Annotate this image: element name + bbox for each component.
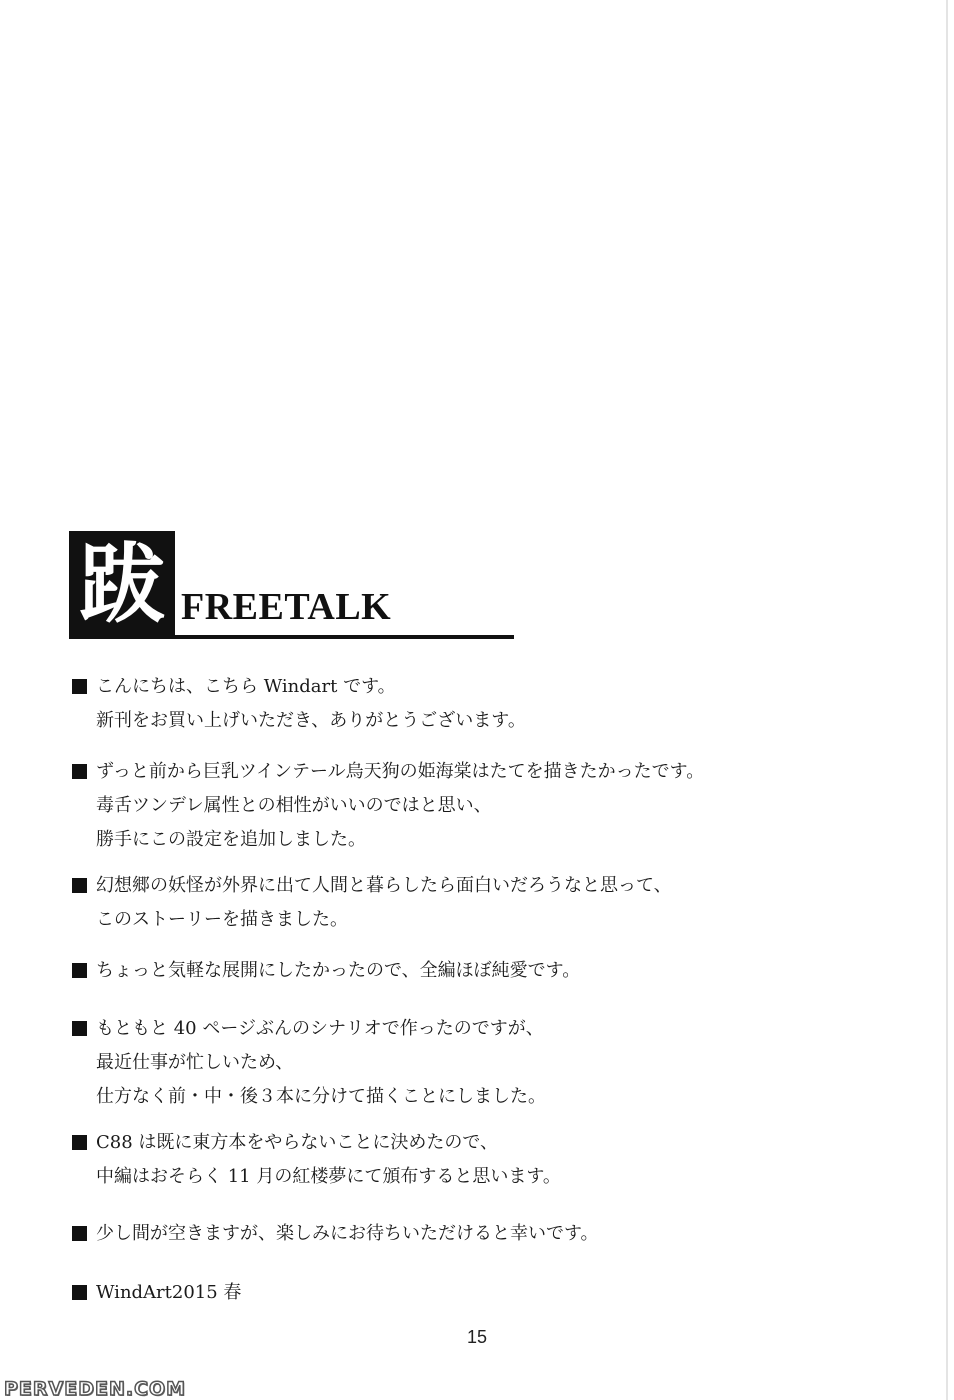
page-edge-shadow — [946, 0, 948, 1400]
paragraph-line: もともと 40 ページぶんのシナリオで作ったのですが、 — [70, 1012, 546, 1046]
paragraph-line: 中編はおそらく 11 月の紅楼夢にて頒布すると思います。 — [96, 1166, 561, 1187]
freetalk-paragraph-release — [70, 1126, 561, 1194]
freetalk-paragraph-closing — [70, 1217, 599, 1251]
freetalk-paragraph-scenario — [70, 1012, 546, 1114]
freetalk-paragraph-story — [70, 869, 672, 937]
bullet-square-icon — [72, 878, 87, 893]
paragraph-line: ちょっと気軽な展開にしたかったので、全編ほぼ純愛です。 — [70, 954, 580, 988]
heading-title: FREETALK — [181, 586, 392, 628]
paragraph-line: 最近仕事が忙しいため、 — [96, 1052, 294, 1073]
paragraph-line: 仕方なく前・中・後３本に分けて描くことにしました。 — [96, 1086, 546, 1107]
heading-kanji-box: 跋 — [69, 531, 175, 639]
page-number: 15 — [466, 1327, 488, 1347]
bullet-square-icon — [72, 764, 87, 779]
freetalk-heading — [69, 531, 514, 641]
freetalk-paragraph-greeting — [70, 670, 526, 738]
bullet-square-icon — [72, 963, 87, 978]
bullet-square-icon — [72, 1285, 87, 1300]
paragraph-line: このストーリーを描きました。 — [96, 909, 348, 930]
bullet-square-icon — [72, 1135, 87, 1150]
paragraph-line: 勝手にこの設定を追加しました。 — [96, 829, 366, 850]
paragraph-line: WindArt2015 春 — [70, 1276, 241, 1310]
paragraph-line: ずっと前から巨乳ツインテール烏天狗の姫海棠はたてを描きたかったです。 — [70, 755, 704, 789]
paragraph-line: 少し間が空きますが、楽しみにお待ちいただけると幸いです。 — [70, 1217, 599, 1251]
freetalk-paragraph-motivation — [70, 755, 704, 857]
bullet-square-icon — [72, 1021, 87, 1036]
bullet-square-icon — [72, 1226, 87, 1241]
paragraph-line: 新刊をお買い上げいただき、ありがとうございます。 — [96, 710, 526, 731]
freetalk-signature — [70, 1276, 241, 1310]
watermark-logo: PERVEDEN.COM — [4, 1378, 187, 1400]
paragraph-line: こんにちは、こちら Windart です。 — [70, 670, 526, 704]
paragraph-line: 毒舌ツンデレ属性との相性がいいのではと思い、 — [96, 795, 492, 816]
freetalk-paragraph-tone — [70, 954, 580, 988]
paragraph-line: 幻想郷の妖怪が外界に出て人間と暮らしたら面白いだろうなと思って、 — [70, 869, 672, 903]
heading-underline — [175, 635, 514, 639]
bullet-square-icon — [72, 679, 87, 694]
paragraph-line: C88 は既に東方本をやらないことに決めたので、 — [70, 1126, 561, 1160]
